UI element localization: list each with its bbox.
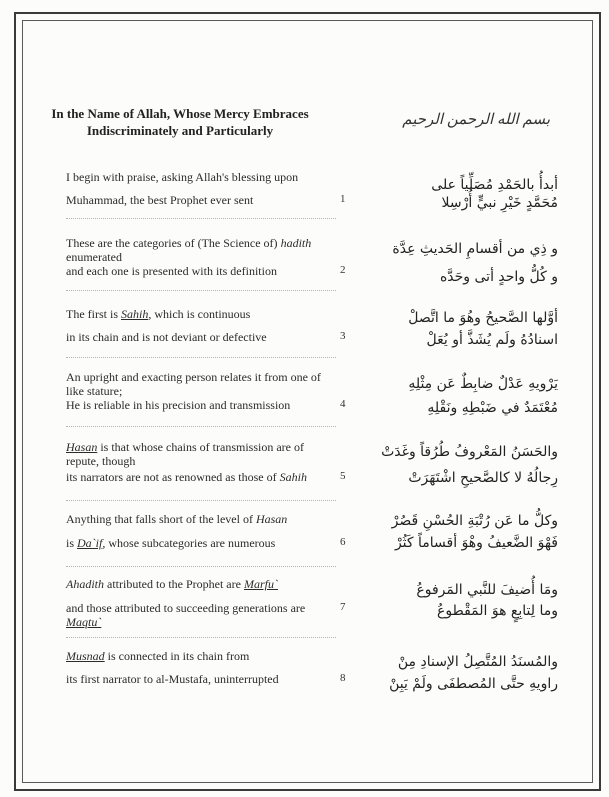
verse-number: 7 — [340, 601, 346, 613]
verse-arabic — [382, 176, 558, 212]
english-line-1 — [66, 236, 336, 264]
english-line-2: He is reliable in his precision and transmission — [66, 398, 291, 412]
term-sahih: Sahih — [121, 307, 149, 321]
arabic-line-2: فَهْوَ الضَّعيفُ وهْوَ أقساماً كَثُرْ — [394, 535, 558, 551]
separator — [66, 500, 336, 501]
verse-number: 1 — [340, 193, 346, 205]
separator — [66, 357, 336, 358]
arabic-line-1: وكلُّ ما عَن رُتْبَةِ الحُسْنِ قَصُرْ — [391, 513, 558, 529]
page-title — [40, 105, 320, 139]
english-line-2 — [66, 470, 307, 484]
arabic-line-1: و ذِي من أقسامِ الحَديثِ عِدَّة — [392, 241, 558, 257]
text: and those attributed to succeeding generations are — [66, 601, 306, 615]
arabic-line-1: والحَسَنُ المَعْروفُ طُرُقاً وغَدَتْ — [381, 444, 558, 460]
arabic-line-1: يَرْويهِ عَدْلٌ ضابِطٌ عَن مِثْلِهِ — [408, 376, 558, 392]
english-line-2: in its chain and is not deviant or defective — [66, 330, 267, 344]
verse-number: 6 — [340, 536, 346, 548]
term-ahadith: Ahadith — [66, 577, 104, 591]
arabic-line-2: اسنادُهُ ولَم يُشَذَّ أو يُعَلْ — [426, 332, 558, 348]
arabic-line-2: رِجالُهُ لا كالصَّحيحِ اشْتَهَرَتْ — [408, 470, 558, 486]
arabic-line-2: راويهِ حتَّى المُصطفَى ولَمْ يَبِنْ — [389, 676, 558, 692]
arabic-line-2: و كُلُّ واحدٍ أتى وحَدَّه — [439, 269, 558, 285]
term-hasan: Hasan — [66, 440, 98, 454]
term-marfu: Marfu` — [243, 577, 278, 591]
verse-arabic — [382, 443, 558, 487]
arabic-line-2: مُعْتَمَدٌ في ضَبْطِهِ ونَقْلِهِ — [427, 400, 558, 416]
verse-number: 3 — [340, 330, 346, 342]
english-line-2: its first narrator to al-Mustafa, uninterrupted — [66, 672, 279, 686]
text: is — [66, 536, 75, 550]
verse-number: 4 — [340, 398, 346, 410]
english-line-1 — [66, 440, 336, 468]
verse-arabic — [382, 375, 558, 417]
text: its narrators are not as renowned as those of — [66, 470, 277, 484]
english-line-1 — [66, 577, 278, 591]
english-line-2: and each one is presented with its definition — [66, 264, 277, 278]
separator — [66, 426, 336, 427]
verse-arabic — [382, 581, 558, 620]
separator — [66, 218, 336, 219]
term-musnad: Musnad — [66, 649, 105, 663]
title-line-2: Indiscriminately and Particularly — [86, 123, 274, 138]
term-sahih: Sahih — [279, 470, 307, 484]
english-line-1 — [66, 307, 250, 321]
arabic-line-2: مُحَمَّدٍ خَيْرِ نبيٍّ أُرْسِلا — [441, 195, 558, 211]
term-maqtu: Maqtu` — [66, 615, 102, 629]
verse-arabic — [382, 653, 558, 693]
arabic-line-1: أبدأُ بالحَمْدِ مُصَلِّياً على — [431, 177, 558, 193]
arabic-line-1: ومَا أُضيفَ للنَّبي المَرفوعُ — [416, 582, 558, 598]
english-line-2: Muhammad, the best Prophet ever sent — [66, 193, 254, 207]
term-daif: Da`if — [77, 536, 103, 550]
english-line-1: An upright and exacting person relates it from one of like stature; — [66, 370, 321, 398]
text: The first is — [66, 307, 118, 321]
verse-arabic — [382, 240, 558, 286]
english-line-2 — [66, 601, 336, 629]
text: is connected in its chain from — [104, 649, 250, 663]
text: is that whose chains of transmission are of repute, though — [66, 440, 304, 468]
text: attributed to the Prophet are — [104, 577, 241, 591]
verse-number: 5 — [340, 470, 346, 482]
text: Anything that falls short of the level of — [66, 512, 253, 526]
basmala-calligraphy: بسم الله الرحمن الرحيم — [402, 112, 550, 128]
term-hadith: hadith — [280, 236, 312, 250]
separator — [66, 637, 336, 638]
verse-number: 2 — [340, 264, 346, 276]
verse-arabic — [382, 512, 558, 552]
arabic-line-2: وما لِتابِعٍ هوَ المَقْطوعُ — [437, 603, 558, 619]
separator — [66, 566, 336, 567]
title-line-1: In the Name of Allah, Whose Mercy Embraces — [51, 106, 309, 121]
arabic-line-1: أوَّلها الصَّحيحُ وهُوَ ما اتَّصلْ — [408, 310, 558, 326]
english-line-2 — [66, 536, 275, 550]
text: , which is continuous — [148, 307, 251, 321]
separator — [66, 290, 336, 291]
english-line-1 — [66, 512, 287, 526]
english-line-1: I begin with praise, asking Allah's blessing upon — [66, 170, 299, 184]
text: , whose subcategories are numerous — [102, 536, 276, 550]
text: enumerated — [66, 250, 122, 264]
text: These are the categories of (The Science of) — [66, 236, 278, 250]
arabic-line-1: والمُسنَدُ المُتَّصِلُ الإسنادِ مِنْ — [397, 654, 558, 670]
term-hasan: Hasan — [255, 512, 288, 526]
verse-arabic — [382, 309, 558, 349]
verse-number: 8 — [340, 672, 346, 684]
english-line-1 — [66, 649, 249, 663]
